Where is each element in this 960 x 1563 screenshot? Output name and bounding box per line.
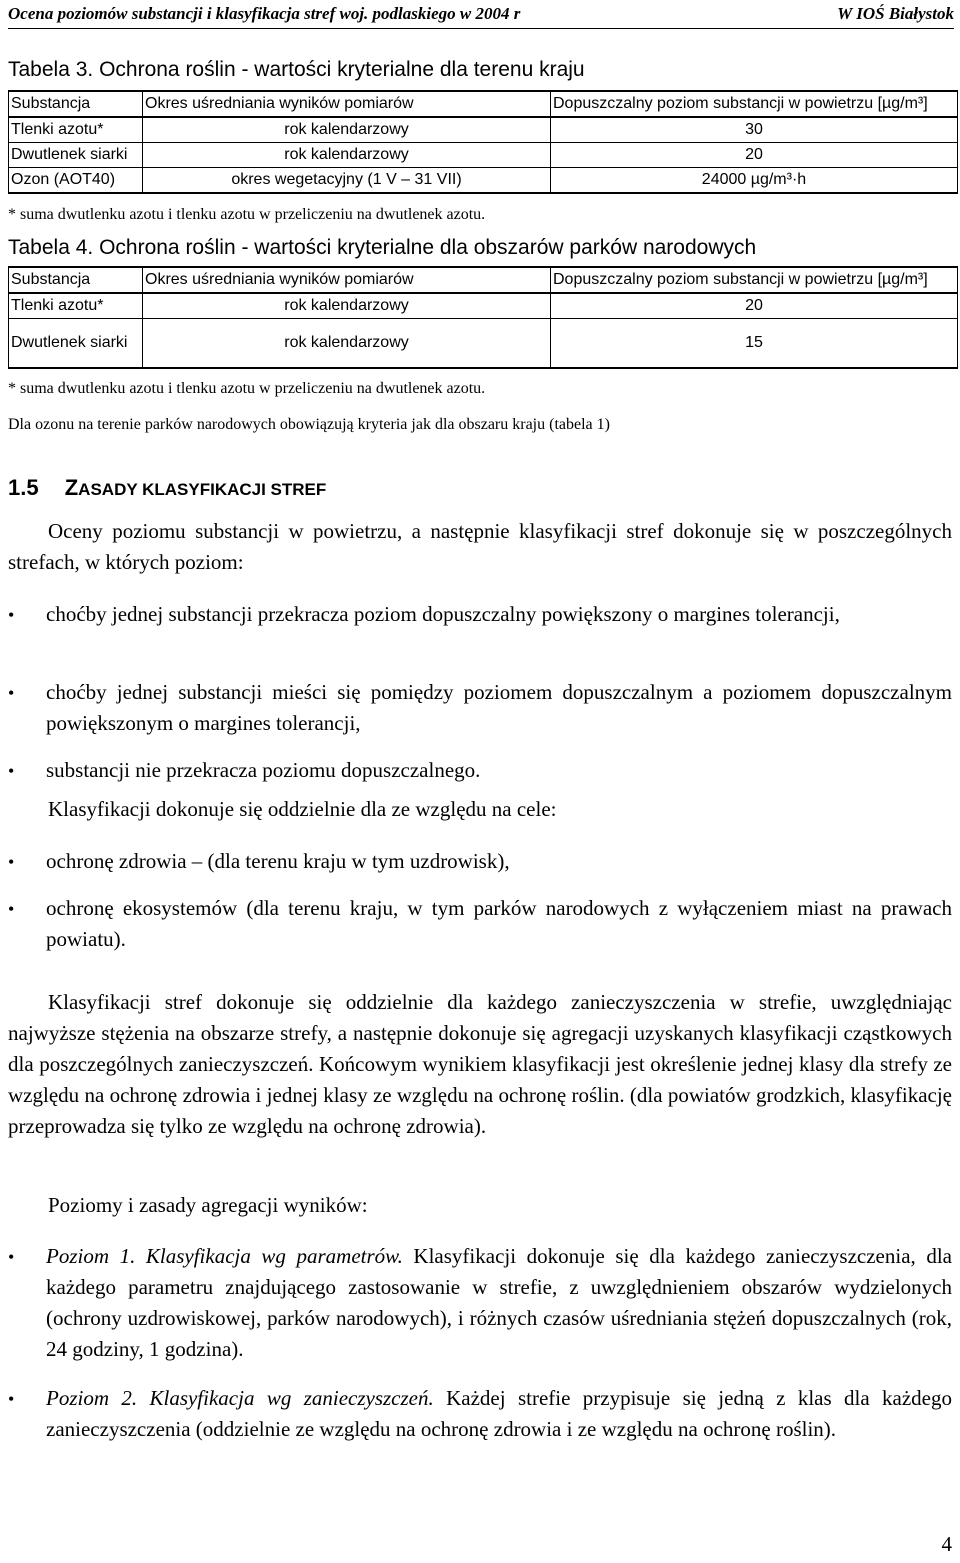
cell: rok kalendarzowy (143, 319, 551, 369)
cell: 24000 µg/m³·h (551, 168, 958, 194)
cell: rok kalendarzowy (143, 143, 551, 168)
paragraph-classification: Klasyfikacji stref dokonuje się oddzielnie dla każdego zanieczyszczenia w strefie, uwzględniając najwyższe stężenia na obszarze strefy, a następnie dokonuje się agregacji uzyskanych klasyfikacji cząstkowych dla poszczególnych zanieczyszczeń. Końcowym wynikiem klasyfikacji jest określenie jednej klasy dla strefy ze względu na ochronę zdrowia i jednej klasy ze względu na ochronę roślin. (dla powiatów grodzkich, klasyfikację przeprowadza się tylko ze względu na ochronę zdrowia). (8, 990, 952, 1138)
level-2-title: Poziom 2. Klasyfikacja wg zanieczyszczeń. (46, 1386, 434, 1410)
list-item: ochronę ekosystemów (dla terenu kraju, w tym parków narodowych z wyłączeniem miast na prawach powiatu). (46, 896, 952, 951)
bullet-icon: • (8, 899, 15, 919)
paragraph-levels: Poziomy i zasady agregacji wyników: (48, 1193, 368, 1217)
cell: 20 (551, 143, 958, 168)
cell: Dwutlenek siarki (9, 143, 143, 168)
header-title: Ocena poziomów substancji i klasyfikacja stref woj. podlaskiego w 2004 r (8, 4, 521, 23)
level-1-text: Klasyfikacji dokonuje się dla każdego zanieczyszczenia, dla każdego parametru znajdującego zastosowanie w strefie, z uwzględnieniem obszarów wydzielonych (ochrony uzdrowiskowej, parków narodowych), i różnych czasów uśredniania stężeń dopuszczalnych (rok, 24 godziny, 1 godzina). (46, 1244, 952, 1361)
page-header (8, 0, 954, 29)
bullet-icon: • (8, 1247, 15, 1267)
list-item: choćby jednej substancji mieści się pomiędzy poziomem dopuszczalnym a poziomem dopuszczalnym powiększonym o margines tolerancji, (46, 680, 952, 735)
bullet-icon: • (8, 605, 15, 625)
table3-footnote: * suma dwutlenku azotu i tlenku azotu w przeliczeniu na dwutlenek azotu. (8, 206, 486, 223)
cell: Dwutlenek siarki (9, 319, 143, 369)
cell: okres wegetacyjny (1 V – 31 VII) (143, 168, 551, 194)
list-item-level-1 (46, 1241, 952, 1365)
table4-caption: Tabela 4. Ochrona roślin - wartości kryterialne dla obszarów parków narodowych (8, 236, 757, 259)
table-row (9, 293, 958, 319)
page-number: 4 (941, 1532, 952, 1556)
table-row (9, 168, 958, 194)
level-2-text: Każdej strefie przypisuje się jedną z klas dla każdego zanieczyszczenia (oddzielnie ze względu na ochronę zdrowia i ze względu na ochronę roślin). (46, 1386, 952, 1441)
section-number: 1.5 (8, 475, 39, 500)
cell: Tlenki azotu* (9, 293, 143, 319)
bullet-icon: • (8, 761, 15, 781)
header-cell: Okres uśredniania wyników pomiarów (143, 91, 551, 117)
list-item-level-2 (46, 1383, 952, 1445)
cell: 20 (551, 293, 958, 319)
list-item: ochronę zdrowia – (dla terenu kraju w tym uzdrowisk), (46, 849, 510, 873)
ozone-note: Dla ozonu na terenie parków narodowych obowiązują kryteria jak dla obszaru kraju (tabela 1) (8, 416, 610, 433)
table4-footnote: * suma dwutlenku azotu i tlenku azotu w przeliczeniu na dwutlenek azotu. (8, 380, 486, 397)
header-institution: W IOŚ Białystok (837, 4, 954, 23)
table3 (8, 90, 958, 194)
header-cell: Substancja (9, 267, 143, 293)
cell: Tlenki azotu* (9, 117, 143, 143)
paragraph-goals: Klasyfikacji dokonuje się oddzielnie dla ze względu na cele: (48, 797, 557, 821)
table-row (9, 319, 958, 369)
header-cell: Dopuszczalny poziom substancji w powietrzu [µg/m³] (551, 91, 958, 117)
table-header-row (9, 91, 958, 117)
header-cell: Okres uśredniania wyników pomiarów (143, 267, 551, 293)
header-cell: Dopuszczalny poziom substancji w powietrzu [µg/m³] (551, 267, 958, 293)
cell: rok kalendarzowy (143, 117, 551, 143)
cell: 30 (551, 117, 958, 143)
cell: 15 (551, 319, 958, 369)
paragraph-intro: Oceny poziomu substancji w powietrzu, a następnie klasyfikacji stref dokonuje się w poszczególnych strefach, w których poziom: (8, 519, 952, 574)
section-title-rest: ASADY KLASYFIKACJI STREF (78, 480, 327, 499)
bullet-icon: • (8, 1389, 15, 1409)
table-row (9, 143, 958, 168)
level-1-title: Poziom 1. Klasyfikacja wg parametrów. (46, 1244, 403, 1268)
list-item: choćby jednej substancji przekracza poziom dopuszczalny powiększony o margines tolerancji, (46, 602, 840, 626)
list-item: substancji nie przekracza poziomu dopuszczalnego. (46, 758, 481, 782)
table3-caption: Tabela 3. Ochrona roślin - wartości kryterialne dla terenu kraju (8, 58, 585, 81)
section-heading (8, 475, 326, 501)
section-title-initial: Z (64, 475, 79, 500)
cell: Ozon (AOT40) (9, 168, 143, 194)
bullet-icon: • (8, 683, 15, 703)
cell: rok kalendarzowy (143, 293, 551, 319)
table4 (8, 266, 958, 369)
bullet-icon: • (8, 852, 15, 872)
table-row (9, 117, 958, 143)
header-cell: Substancja (9, 91, 143, 117)
table-header-row (9, 267, 958, 293)
